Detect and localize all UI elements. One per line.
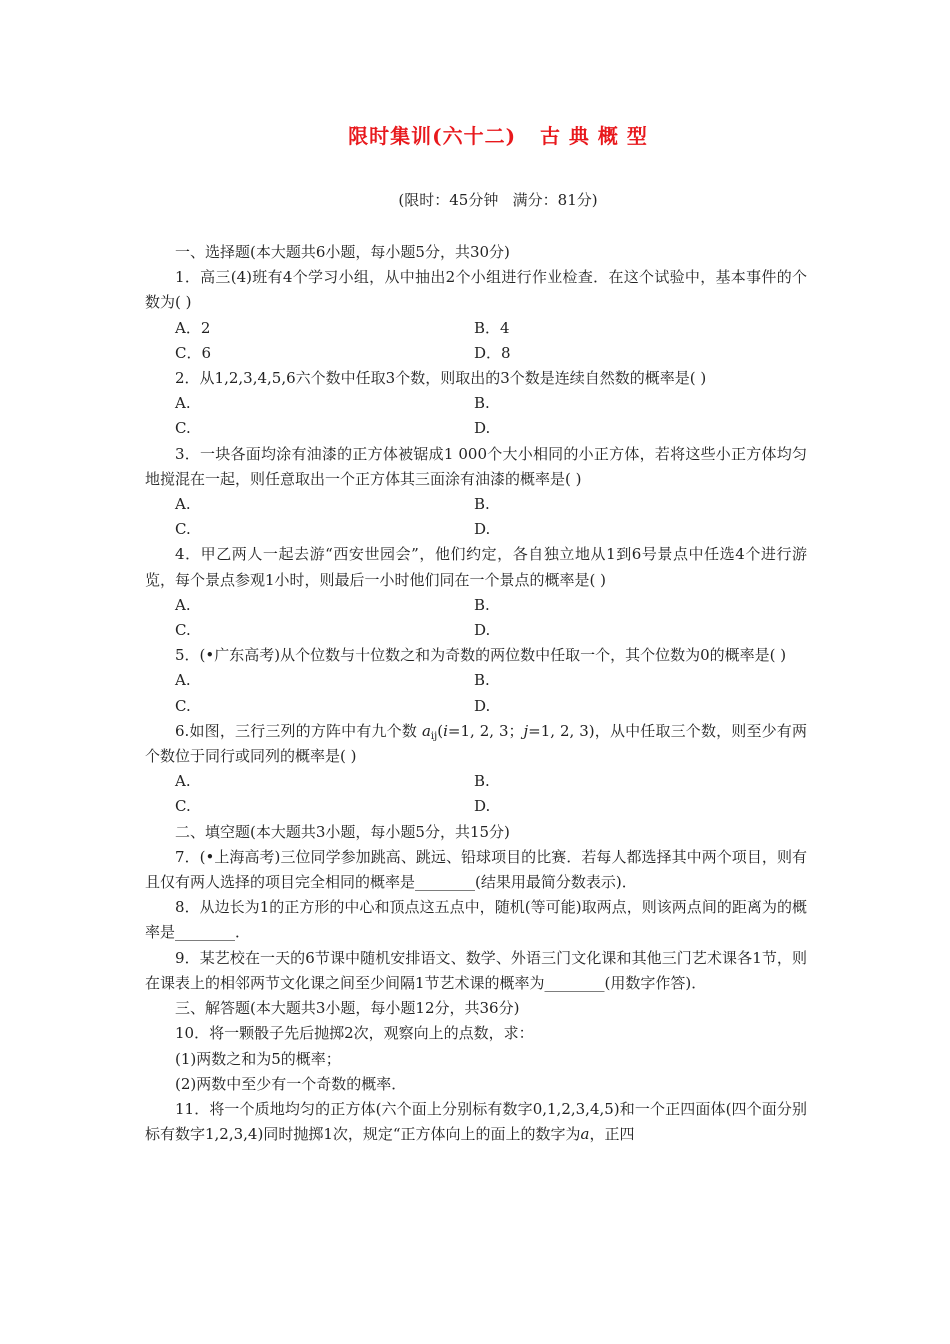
question-6 (145, 719, 807, 769)
option-a: A. (175, 495, 191, 514)
math-variable-a: a (580, 1125, 590, 1144)
option-b: B. (474, 595, 490, 614)
section-heading: 三、解答题(本大题共3小题，每小题12分，共36分) (175, 999, 520, 1018)
question-11-text-end: ，正四 (589, 1125, 635, 1144)
question-4-options-row-2 (145, 618, 807, 643)
question-1: 1．高三(4)班有4个学习小组，从中抽出2个小组进行作业检查．在这个试验中，基本事件的个数为( ) (145, 268, 807, 312)
question-6-options-row-2 (145, 794, 807, 819)
option-d: D. (474, 696, 491, 715)
option-a: A. (175, 394, 191, 413)
question-7: 7．(•上海高考)三位同学参加跳高、跳远、铅球项目的比赛．若每人都选择其中两个项目，则有且仅有两人选择的项目完全相同的概率是________(结果用最简分数表示)． (145, 847, 807, 892)
option-c: C. (175, 797, 191, 816)
option-c: C．6 (175, 343, 212, 362)
option-d: D. (474, 621, 491, 640)
math-variable-a: a (421, 721, 431, 740)
section-heading: 一、选择题(本大题共6小题，每小题5分，共30分) (175, 243, 510, 261)
question-3-options-row-2 (145, 517, 807, 542)
option-d: D. (474, 797, 491, 816)
option-a: A. (175, 595, 191, 614)
question-11-text-start: 11．将一个质地均匀的正方体(六个面上分别标有数字0,1,2,3,4,5)和一个正四面体(四个面分别标有数字1,2,3,4)同时抛掷1次，规定“正方体向上的面上的数字为 (145, 1099, 807, 1144)
question-2-options-row-2 (145, 416, 807, 441)
option-c: C. (175, 520, 191, 539)
section-heading: 二、填空题(本大题共3小题，每小题5分，共15分) (175, 822, 510, 841)
question-9: 9．某艺校在一天的6节课中随机安排语文、数学、外语三门文化课和其他三门艺术课各1节，则在课表上的相邻两节文化课之间至少间隔1节艺术课的概率为________(用数字作答)． (145, 948, 807, 992)
question-8: 8．从边长为1的正方形的中心和顶点这五点中，随机(等可能)取两点，则该两点间的距离为的概率是________． (145, 898, 807, 942)
option-c: C. (175, 419, 191, 438)
question-10-part-2: (2)两数中至少有一个奇数的概率． (175, 1074, 407, 1093)
option-b: B. (474, 394, 490, 413)
option-a: A. (175, 671, 191, 690)
question-10: 10．将一颗骰子先后抛掷2次，观察向上的点数，求： (175, 1024, 534, 1043)
math-paren: ( (437, 721, 444, 740)
math-range-i: =1, 2, 3； (447, 721, 524, 740)
question-3-options-row-1 (145, 492, 807, 517)
math-variable-i: i (443, 721, 448, 740)
document-body (145, 240, 807, 1147)
question-11 (145, 1097, 807, 1147)
question-1-options-row-2 (145, 341, 807, 366)
question-5-options-row-2 (145, 694, 807, 719)
question-1-options-row-1 (145, 316, 807, 341)
option-b: B. (474, 772, 490, 791)
option-a: A. (175, 772, 191, 791)
question-2-options-row-1 (145, 391, 807, 416)
option-b: B. (474, 671, 490, 690)
question-2: 2．从1,2,3,4,5,6六个数中任取3个数，则取出的3个数是连续自然数的概率是( ) (175, 369, 707, 388)
question-6-options-row-1 (145, 769, 807, 794)
page-title: 限时集训(六十二) 古 典 概 型 (348, 124, 648, 148)
question-10-part-1: (1)两数之和为5的概率； (175, 1049, 341, 1068)
question-6-text-start: 6.如图，三行三列的方阵中有九个数 (175, 721, 418, 740)
page-subtitle: (限时：45分钟 满分：81分) (398, 191, 598, 209)
option-c: C. (175, 621, 191, 640)
question-3: 3．一块各面均涂有油漆的正方体被锯成1 000个大小相同的小正方体，若将这些小正方体均匀地搅混在一起，则任意取出一个正方体其三面涂有油漆的概率是( ) (145, 444, 807, 488)
option-a: A．2 (175, 318, 211, 337)
option-b: B．4 (474, 318, 510, 337)
option-c: C. (175, 696, 191, 715)
question-5-options-row-1 (145, 668, 807, 693)
question-5: 5．(•广东高考)从个位数与十位数之和为奇数的两位数中任取一个，其个位数为0的概率是( ) (175, 646, 787, 665)
math-subscript-ij: ij (430, 730, 438, 742)
question-4-options-row-1 (145, 593, 807, 618)
option-d: D．8 (474, 343, 511, 362)
option-d: D. (474, 520, 491, 539)
question-4: 4．甲乙两人一起去游“西安世园会”，他们约定，各自独立地从1到6号景点中任选4个进行游览，每个景点参观1小时，则最后一小时他们同在一个景点的概率是( ) (145, 545, 807, 589)
option-d: D. (474, 419, 491, 438)
math-variable-j: j (523, 721, 529, 740)
option-b: B. (474, 495, 490, 514)
question-6-text-end: =1, 2, 3)，从中任取三个数，则至少有两个数位于同行或同列的概率是( ) (145, 721, 807, 766)
